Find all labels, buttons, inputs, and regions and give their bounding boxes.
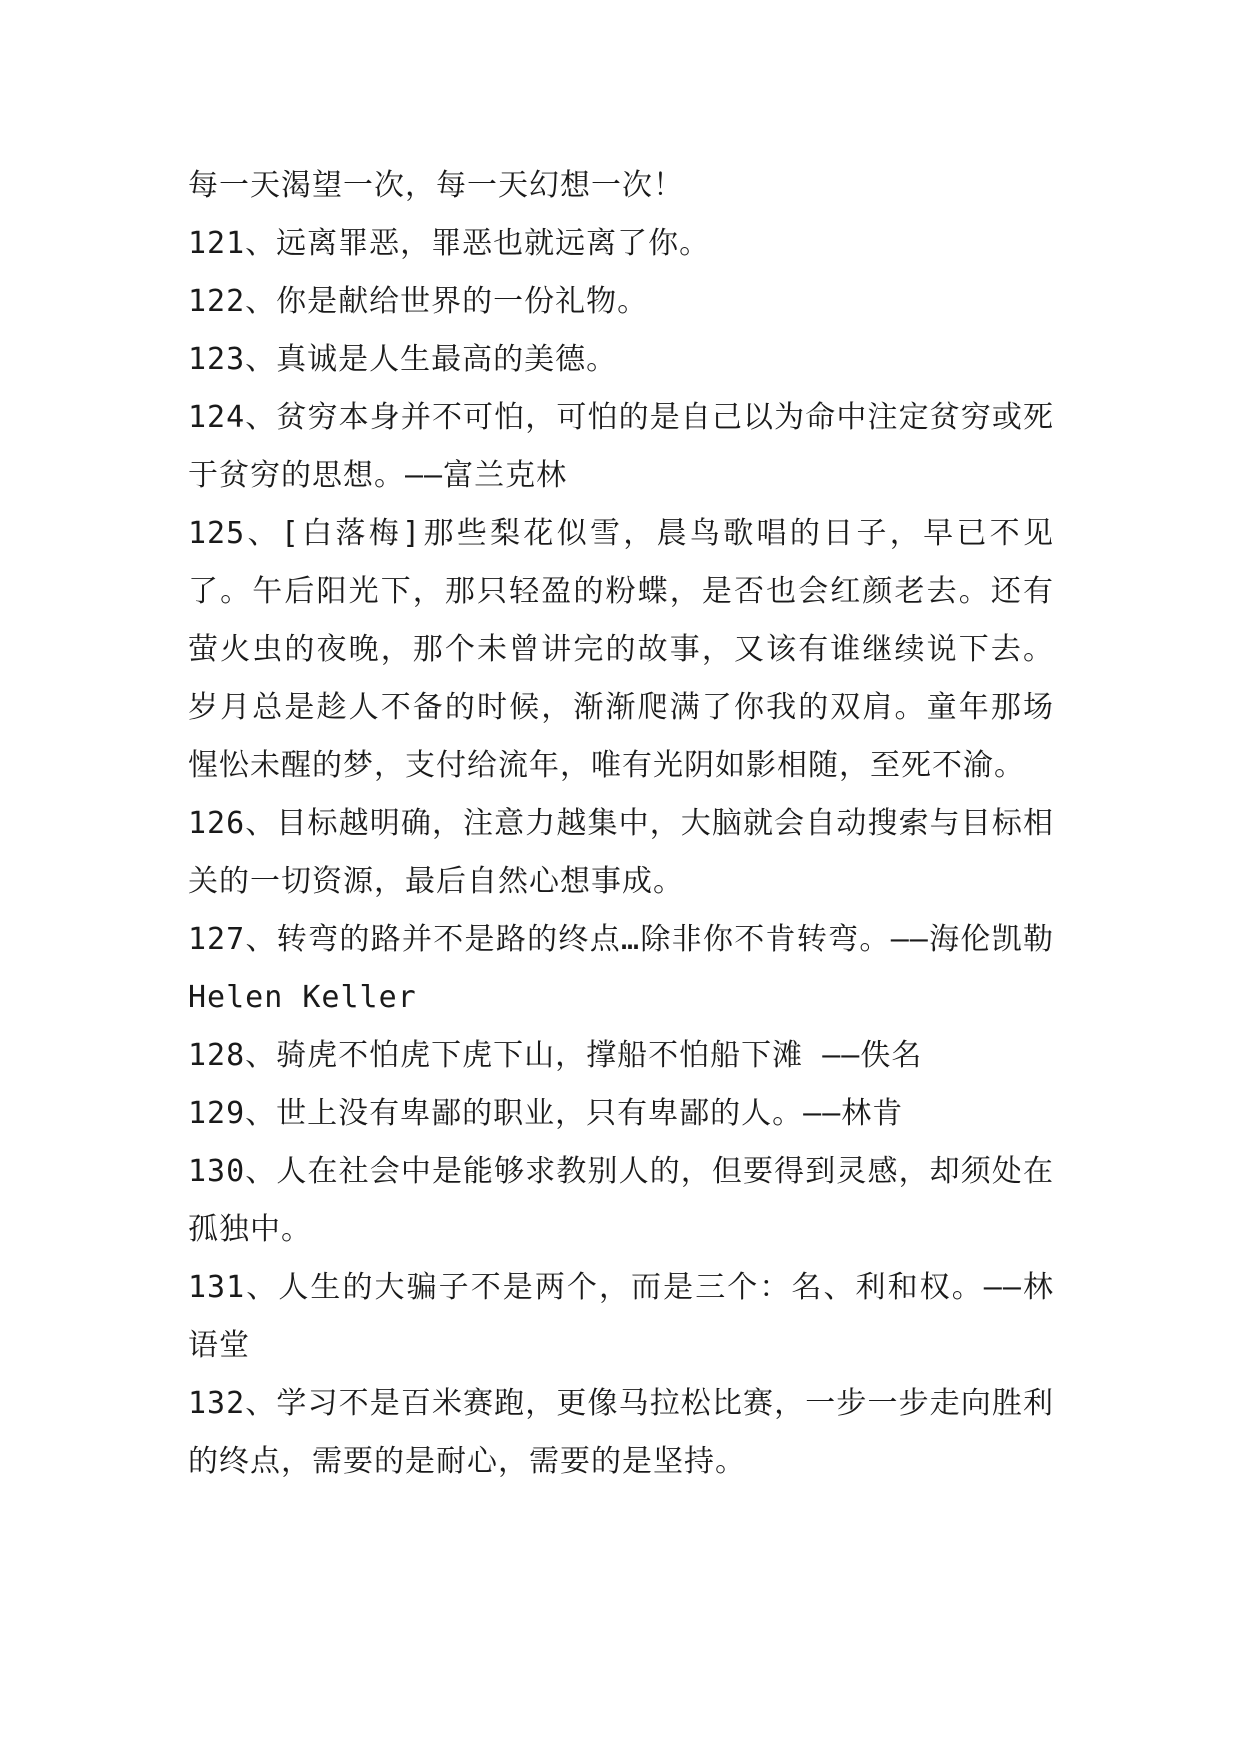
paragraph-132: 132、学习不是百米赛跑，更像马拉松比赛，一步一步走向胜利的终点，需要的是耐心，需要的是坚持。: [188, 1386, 1054, 1479]
paragraph-123: 123、真诚是人生最高的美德。: [188, 342, 618, 377]
paragraph-130: 130、人在社会中是能够求教别人的，但要得到灵感，却须处在孤独中。: [188, 1154, 1054, 1247]
paragraph-129: 129、世上没有卑鄙的职业，只有卑鄙的人。——林肯: [188, 1096, 904, 1131]
paragraph-125: 125、[白落梅]那些梨花似雪，晨鸟歌唱的日子，早已不见了。午后阳光下，那只轻盈的粉蝶，是否也会红颜老去。还有萤火虫的夜晚，那个未曾讲完的故事，又该有谁继续说下去。岁月总是趁人不备的时候，渐渐爬满了你我的双肩。童年那场惺忪未醒的梦，支付给流年，唯有光阴如影相随，至死不渝。: [188, 516, 1054, 783]
paragraph-intro: 每一天渴望一次，每一天幻想一次！: [188, 168, 684, 203]
paragraph-128: 128、骑虎不怕虎下虎下山，撑船不怕船下滩 ——佚名: [188, 1038, 923, 1073]
paragraph-122: 122、你是献给世界的一份礼物。: [188, 284, 649, 319]
paragraph-126: 126、目标越明确，注意力越集中，大脑就会自动搜索与目标相关的一切资源，最后自然心想事成。: [188, 806, 1054, 899]
paragraph-121: 121、远离罪恶，罪恶也就远离了你。: [188, 226, 711, 261]
paragraph-124: 124、贫穷本身并不可怕，可怕的是自己以为命中注定贫穷或死于贫穷的思想。——富兰克林: [188, 400, 1054, 493]
document-body: [188, 157, 1054, 1491]
paragraph-131: 131、人生的大骗子不是两个，而是三个：名、利和权。——林语堂: [188, 1270, 1054, 1363]
paragraph-127: 127、转弯的路并不是路的终点…除非你不肯转弯。——海伦凯勒 Helen Keller: [188, 922, 1054, 1015]
